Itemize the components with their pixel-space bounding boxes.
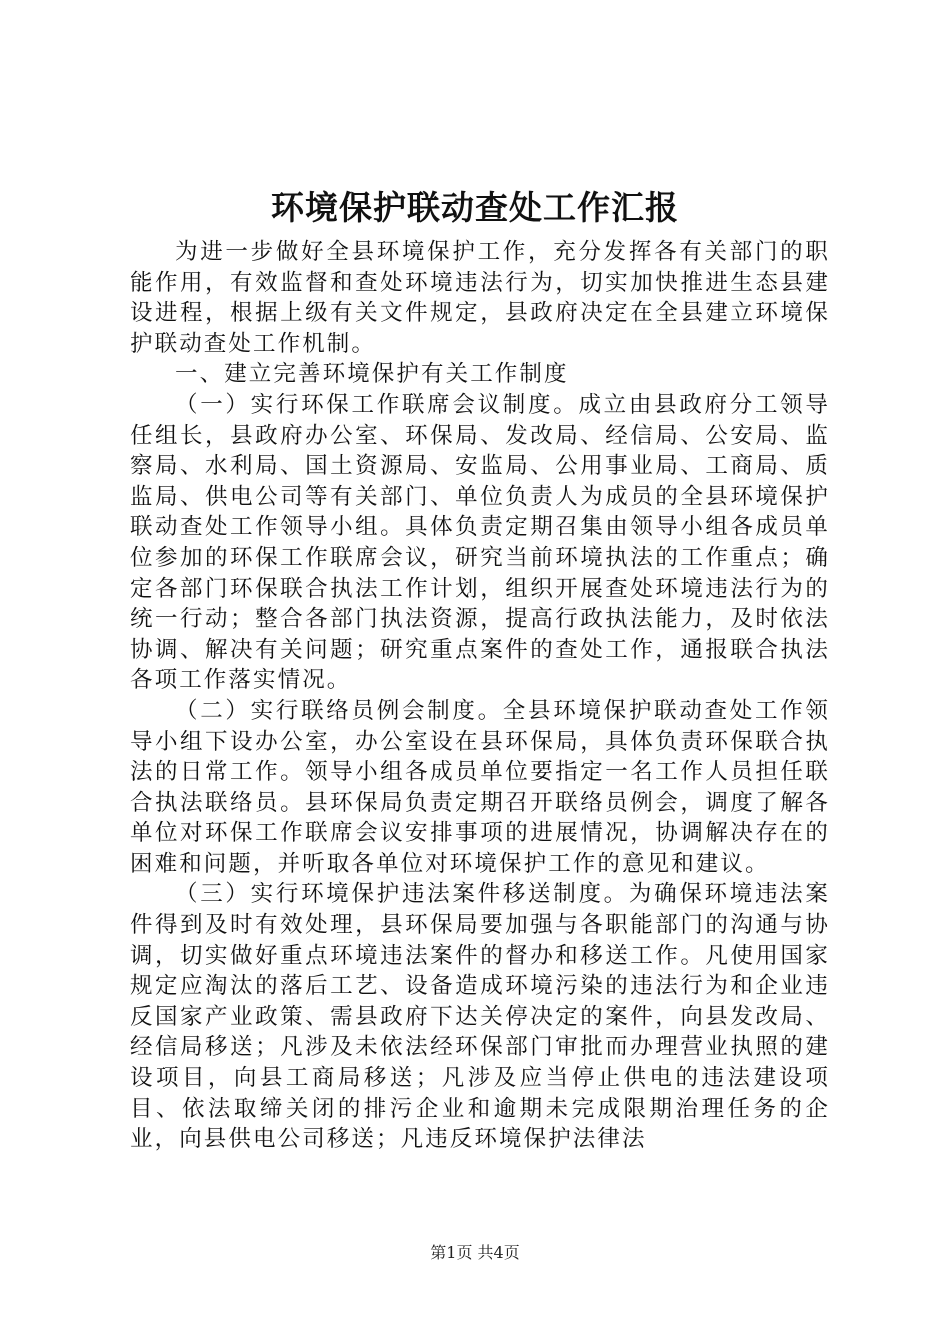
paragraph-intro: 为进一步做好全县环境保护工作，充分发挥各有关部门的职能作用，有效监督和查处环境违法行为，切实加快推进生态县建设进程，根据上级有关文件规定，县政府决定在全县建立环境保护联动查处工作机制。: [130, 239, 830, 357]
section-heading: 一、建立完善环境保护有关工作制度: [175, 361, 569, 388]
paragraph-item-1: （一）实行环保工作联席会议制度。成立由县政府分工领导任组长，县政府办公室、环保局、发改局、经信局、公安局、监察局、水利局、国土资源局、安监局、公用事业局、工商局、质监局、供电公司等有关部门、单位负责人为成员的全县环境保护联动查处工作领导小组。具体负责定期召集由领导小组各成员单位参加的环保工作联席会议，研究当前环境执法的工作重点；确定各部门环保联合执法工作计划，组织开展查处环境违法行为的统一行动；整合各部门执法资源，提高行政执法能力，及时依法协调、解决有关问题；研究重点案件的查处工作，通报联合执法各项工作落实情况。: [130, 391, 830, 694]
document-body: [130, 237, 830, 1155]
paragraph-item-3: （三）实行环境保护违法案件移送制度。为确保环境违法案件得到及时有效处理，县环保局要加强与各职能部门的沟通与协调，切实做好重点环境违法案件的督办和移送工作。凡使用国家规定应淘汰的落后工艺、设备造成环境污染的违法行为和企业违反国家产业政策、需县政府下达关停决定的案件，向县发改局、经信局移送；凡涉及未依法经环保部门审批而办理营业执照的建设项目，向县工商局移送；凡涉及应当停止供电的违法建设项目、依法取缔关闭的排污企业和逾期未完成限期治理任务的企业，向县供电公司移送；凡违反环境保护法律法: [130, 881, 830, 1153]
document-title: 环境保护联动查处工作汇报: [271, 188, 679, 227]
page-footer: 第1页 共4页: [430, 1243, 520, 1262]
paragraph-item-2: （二）实行联络员例会制度。全县环境保护联动查处工作领导小组下设办公室，办公室设在县环保局，具体负责环保联合执法的日常工作。领导小组各成员单位要指定一名工作人员担任联合执法联络员。县环保局负责定期召开联络员例会，调度了解各单位对环保工作联席会议安排事项的进展情况，协调解决存在的困难和问题，并听取各单位对环境保护工作的意见和建议。: [130, 697, 830, 877]
